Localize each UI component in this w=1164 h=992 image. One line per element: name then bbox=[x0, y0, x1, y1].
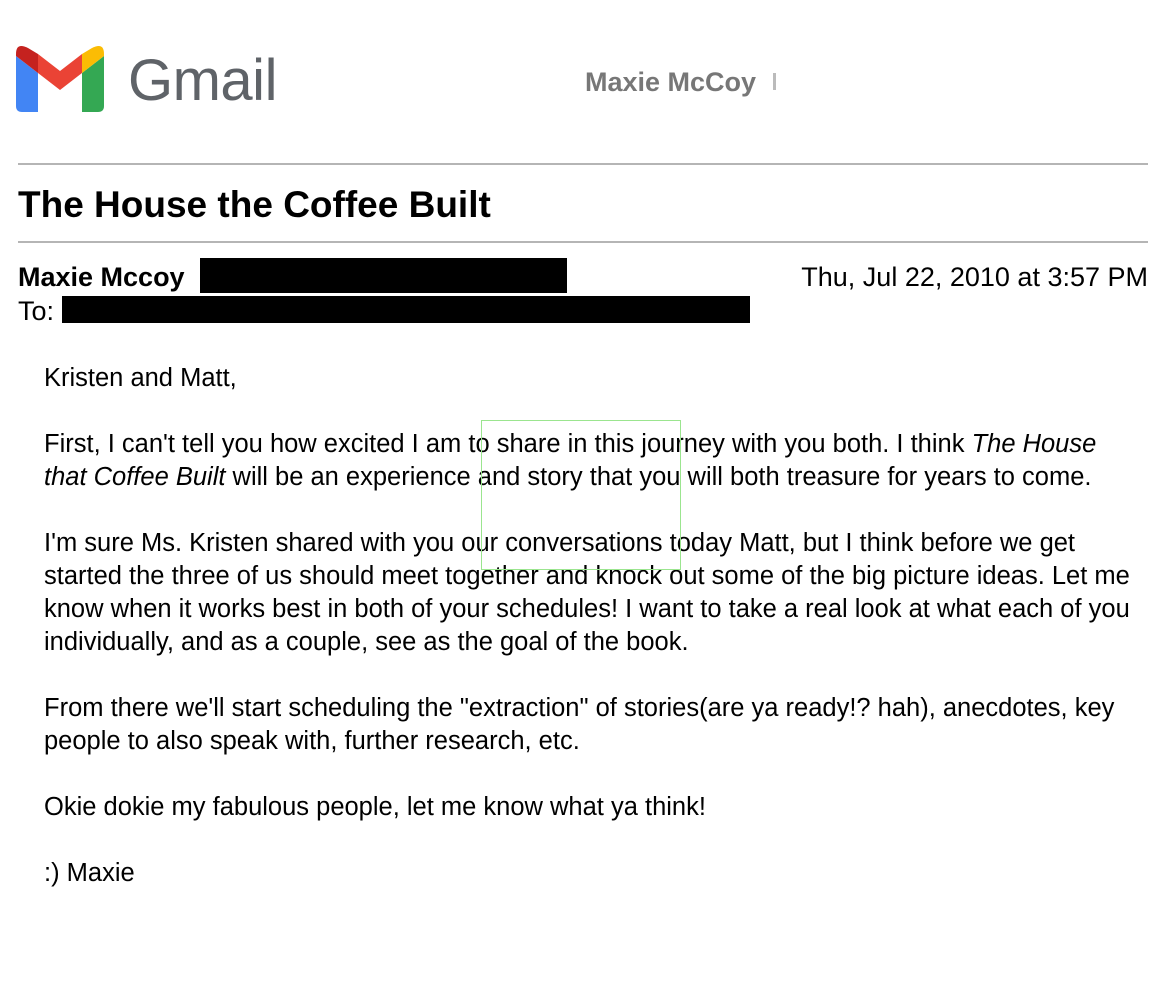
sender-name: Maxie Mccoy bbox=[18, 262, 185, 292]
gmail-logo bbox=[16, 44, 296, 114]
email-subject: The House the Coffee Built bbox=[18, 184, 491, 225]
header-divider bbox=[18, 163, 1148, 165]
sender-email-redaction bbox=[200, 258, 567, 293]
paragraph-4: Okie dokie my fabulous people, let me know what ya think! bbox=[44, 793, 706, 821]
greeting: Kristen and Matt, bbox=[44, 364, 237, 392]
to-label: To: bbox=[18, 296, 55, 326]
account-name: Maxie McCoy bbox=[585, 67, 757, 97]
account-email-truncated bbox=[773, 73, 776, 90]
paragraph-1-start: First, I can't tell you how excited I am to share in this journey with you both. I think bbox=[44, 430, 972, 458]
book-title: The House that Coffee Built bbox=[44, 430, 1097, 491]
gmail-logo-icon bbox=[16, 46, 104, 112]
paragraph-1 bbox=[44, 428, 1134, 494]
from-row bbox=[18, 258, 1148, 294]
email-date: Thu, Jul 22, 2010 at 3:57 PM bbox=[801, 262, 1148, 292]
gmail-wordmark: Gmail bbox=[128, 48, 277, 113]
recipients-redaction bbox=[62, 296, 750, 323]
paragraph-2: I'm sure Ms. Kristen shared with you our conversations today Matt, but I think before we get started the three of us should meet together and knock out some of the big picture ideas. Let me know when it works best in both of your schedules! I want to take a real look at what each of you individually, and as a couple, see as the goal of the book. bbox=[44, 529, 1130, 656]
subject-divider bbox=[18, 241, 1148, 243]
paragraph-1-end: will be an experience and story that you will both treasure for years to come. bbox=[225, 463, 1092, 491]
to-row bbox=[18, 293, 778, 327]
paragraph-3: From there we'll start scheduling the "extraction" of stories(are ya ready!? hah), anecdotes, key people to also speak with, further research, etc. bbox=[44, 694, 1115, 755]
message-body bbox=[44, 362, 1134, 890]
signoff: :) Maxie bbox=[44, 859, 135, 887]
print-header bbox=[0, 0, 1164, 160]
